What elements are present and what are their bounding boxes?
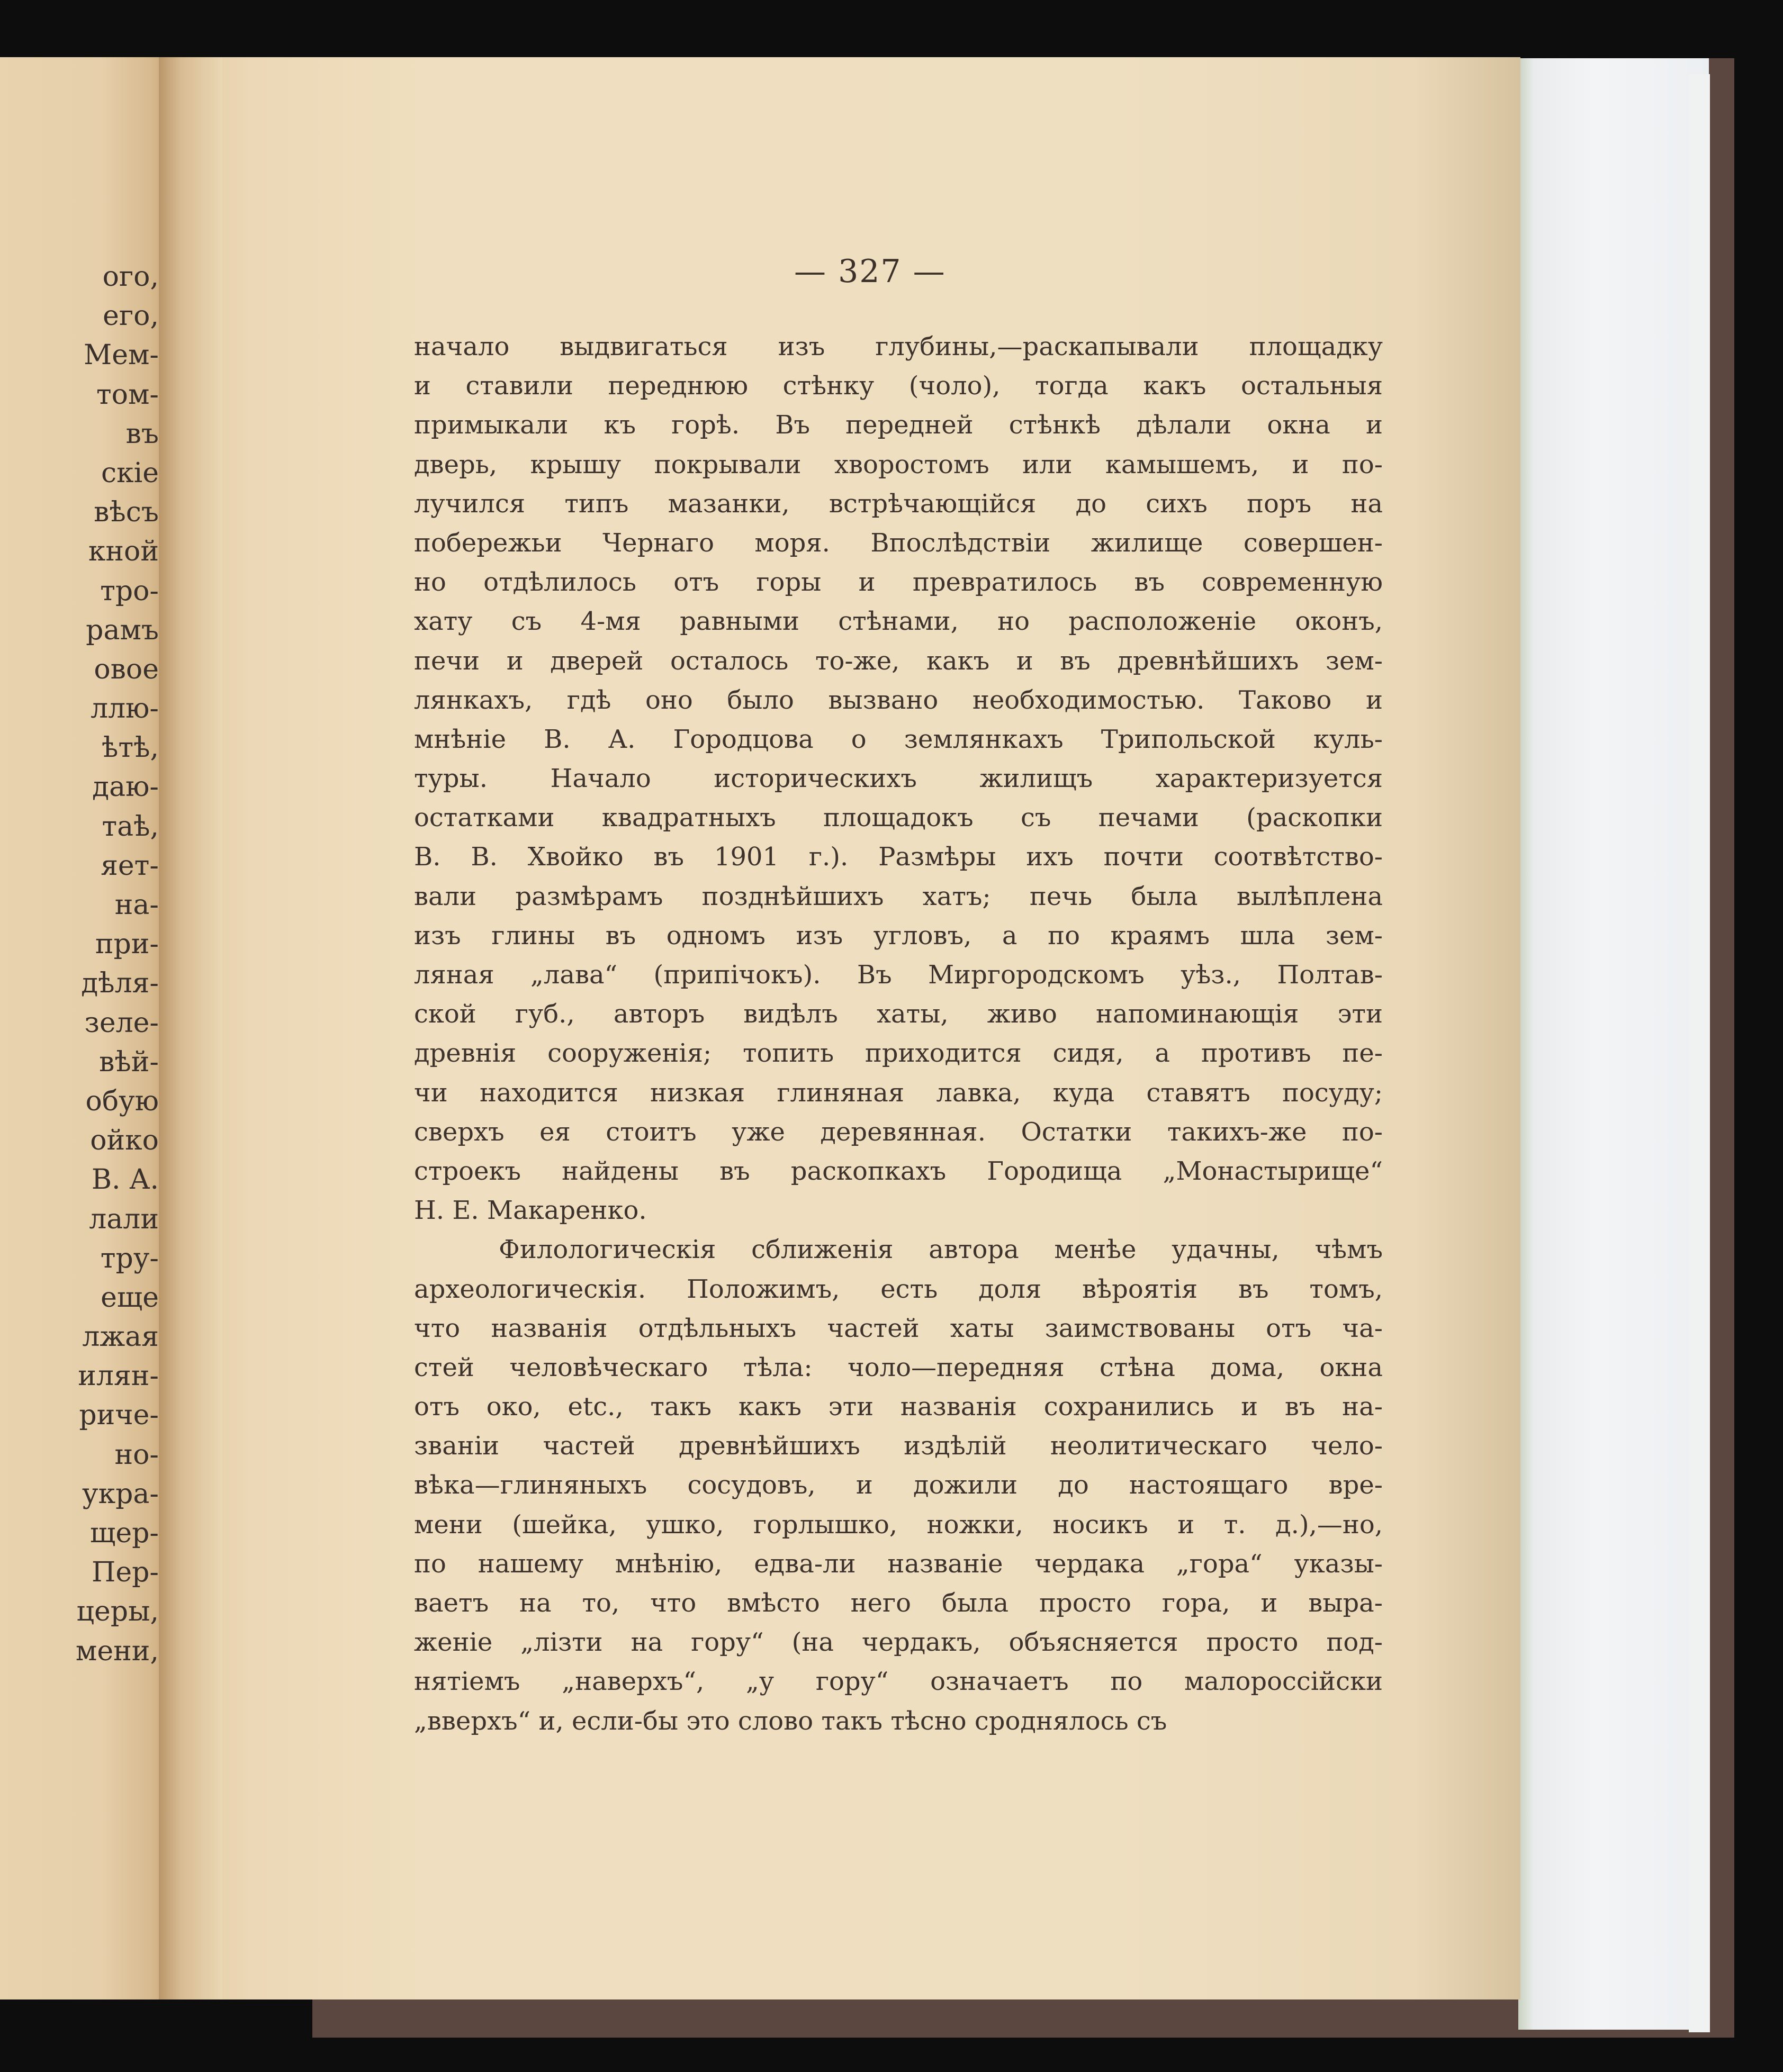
previous-page-line: вѣй-	[99, 1046, 159, 1078]
text-line: нятіемъ „наверхъ“, „у гору“ означаетъ по малороссійски	[414, 1667, 1383, 1697]
previous-page-line: илян-	[78, 1360, 159, 1392]
previous-page-line: лали	[89, 1203, 159, 1235]
text-line: мнѣніе В. А. Городцова о землянкахъ Трипольской куль-	[414, 724, 1383, 754]
text-line: изъ глины въ одномъ изъ угловъ, а по краямъ шла зем-	[414, 920, 1383, 951]
text-line: вѣка—глиняныхъ сосудовъ, и дожили до настоящаго вре-	[414, 1470, 1383, 1500]
previous-page-line: Пер-	[92, 1557, 159, 1589]
text-line: строекъ найдены въ раскопкахъ Городища „Монастырище“	[414, 1156, 1383, 1186]
previous-page-line: лжая	[82, 1321, 159, 1353]
text-line: но отдѣлилось отъ горы и превратилось въ современную	[414, 567, 1383, 598]
page-text	[414, 327, 1383, 1741]
previous-page-line: церы,	[76, 1596, 159, 1628]
previous-page-line: тру-	[100, 1242, 159, 1274]
previous-page-line: таѣ,	[102, 810, 159, 843]
previous-page	[0, 57, 169, 1999]
text-line: мени (шейка, ушко, горлышко, ножки, носикъ и т. д.),—но,	[414, 1509, 1383, 1540]
text-line: по нашему мнѣнію, едва-ли названіе чердака „гора“ указы-	[414, 1549, 1383, 1579]
page-number: — 327 —	[794, 253, 946, 290]
previous-page-line: ого,	[102, 261, 159, 293]
text-line: побережьи Чернаго моря. Впослѣдствіи жилище совершен-	[414, 528, 1383, 558]
previous-page-line: вѣсъ	[94, 496, 159, 529]
book-page	[169, 57, 1520, 1999]
previous-page-text	[0, 257, 159, 1671]
previous-page-line: рамъ	[86, 614, 159, 646]
text-line: древнія сооруженія; топить приходится сидя, а противъ пе-	[414, 1038, 1383, 1069]
previous-page-line: мени,	[75, 1635, 159, 1667]
text-line: Филологическія сближенія автора менѣе удачны, чѣмъ	[499, 1235, 1383, 1265]
previous-page-line: ѣтѣ,	[101, 732, 159, 764]
text-line: ляная „лава“ (припічокъ). Въ Миргородскомъ уѣз., Полтав-	[414, 960, 1383, 990]
previous-page-line: ойко	[90, 1125, 159, 1157]
previous-page-line: зеле-	[84, 1007, 159, 1039]
text-line: хату съ 4-мя равными стѣнами, но расположеніе оконъ,	[414, 607, 1383, 637]
text-line: остатками квадратныхъ площадокъ съ печами (раскопки	[414, 803, 1383, 833]
previous-page-line: при-	[95, 928, 159, 961]
text-line: начало выдвигаться изъ глубины,—раскапывали площадку	[414, 332, 1383, 361]
previous-page-line: на-	[114, 889, 159, 921]
text-line: что названія отдѣльныхъ частей хаты заимствованы отъ ча-	[414, 1313, 1383, 1343]
text-line: женіе „лізти на гору“ (на чердакъ, объясняется просто под-	[414, 1627, 1383, 1658]
previous-page-line: овое	[94, 653, 159, 685]
text-line: примыкали къ горѣ. Въ передней стѣнкѣ дѣлали окна и	[414, 410, 1383, 440]
previous-page-line: еще	[101, 1281, 159, 1314]
text-line: званіи частей древнѣйшихъ издѣлій неолитическаго чело-	[414, 1431, 1383, 1461]
previous-page-line: обую	[85, 1085, 159, 1117]
flyleaf	[1518, 58, 1709, 2030]
text-line: стей человѣческаго тѣла: чоло—передняя стѣна дома, окна	[414, 1352, 1383, 1382]
previous-page-line: кной	[88, 536, 159, 568]
text-line: археологическія. Положимъ, есть доля вѣроятія въ томъ,	[414, 1274, 1383, 1304]
previous-page-line: въ	[125, 418, 159, 450]
previous-page-line: но-	[114, 1438, 159, 1471]
text-line: печи и дверей осталось то-же, какъ и въ древнѣйшихъ зем-	[414, 646, 1383, 676]
previous-page-line: ллю-	[91, 693, 159, 725]
previous-page-line: укра-	[82, 1478, 159, 1510]
text-line: чи находится низкая глиняная лавка, куда ставятъ посуду;	[414, 1078, 1383, 1108]
text-line: туры. Начало историческихъ жилищъ характеризуется	[414, 764, 1383, 794]
previous-page-line: яет-	[101, 849, 159, 882]
text-line: В. В. Хвойко въ 1901 г.). Размѣры ихъ почти соотвѣтство-	[414, 842, 1383, 872]
text-line: дверь, крышу покрывали хворостомъ или камышемъ, и по-	[414, 449, 1383, 479]
previous-page-line: даю-	[92, 771, 159, 803]
text-line: и ставили переднюю стѣнку (чоло), тогда какъ остальныя	[414, 371, 1383, 401]
text-line: ваетъ на то, что вмѣсто него была просто гора, и выра-	[414, 1588, 1383, 1618]
text-line: сверхъ ея стоитъ уже деревянная. Остатки такихъ-же по-	[414, 1117, 1383, 1147]
previous-page-line: В. А.	[91, 1164, 159, 1196]
flyleaf-edge	[1689, 74, 1710, 2032]
text-line: вали размѣрамъ позднѣйшихъ хатъ; печь была вылѣплена	[414, 881, 1383, 911]
text-line: „вверхъ“ и, если-бы это слово такъ тѣсно сроднялось съ	[414, 1706, 1167, 1736]
previous-page-line: тро-	[100, 575, 159, 607]
text-line: лучился типъ мазанки, встрѣчающійся до сихъ поръ на	[414, 488, 1383, 519]
previous-page-line: Мем-	[83, 339, 159, 372]
text-line: отъ око, etc., такъ какъ эти названія сохранились и въ на-	[414, 1392, 1383, 1422]
previous-page-line: скіе	[101, 457, 159, 489]
previous-page-line: его,	[103, 300, 159, 332]
page-gutter	[159, 57, 222, 1999]
previous-page-line: дѣля-	[81, 967, 159, 1000]
previous-page-line: щер-	[90, 1517, 159, 1549]
previous-page-line: том-	[96, 378, 159, 411]
text-line: лянкахъ, гдѣ оно было вызвано необходимостью. Таково и	[414, 685, 1383, 715]
text-line: Н. Е. Макаренко.	[414, 1196, 647, 1226]
text-line: ской губ., авторъ видѣлъ хаты, живо напоминающія эти	[414, 999, 1383, 1029]
previous-page-line: риче-	[79, 1399, 159, 1432]
